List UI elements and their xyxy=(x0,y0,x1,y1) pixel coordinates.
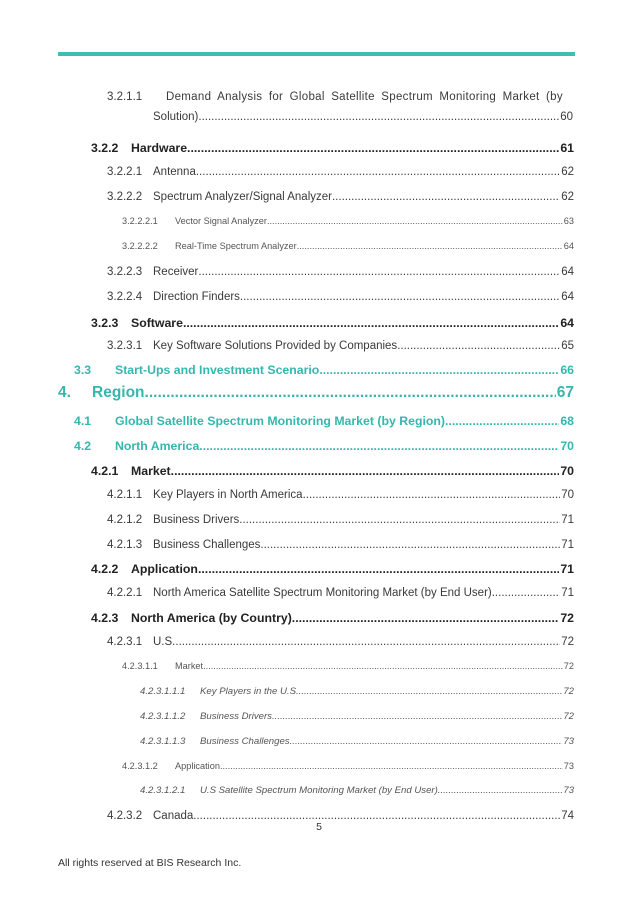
toc-entry[interactable] xyxy=(91,611,574,625)
toc-entry[interactable] xyxy=(107,636,574,648)
toc-page-number: 71 xyxy=(561,587,574,599)
toc-entry[interactable] xyxy=(58,384,574,402)
toc-entry-title: Business Drivers xyxy=(153,514,240,526)
toc-page-number: 72 xyxy=(563,711,574,722)
toc-entry-number: 3.2.2 xyxy=(91,141,119,155)
toc-entry[interactable] xyxy=(107,489,574,501)
toc-page-number: 73 xyxy=(563,736,574,747)
toc-entry-title: Market xyxy=(131,464,171,478)
toc-page-number: 60 xyxy=(560,111,573,123)
toc-page-number: 71 xyxy=(561,514,574,526)
toc-leader-dots xyxy=(240,291,560,303)
toc-entry-number: 3.2.2.2.1 xyxy=(122,216,158,226)
toc-page-number: 64 xyxy=(563,241,574,251)
toc-entry-title: Business Drivers xyxy=(200,711,272,722)
toc-entry[interactable] xyxy=(91,316,574,330)
toc-page-number: 64 xyxy=(561,291,574,303)
toc-entry-number: 4.2.3 xyxy=(91,611,119,625)
toc-entry-title: Business Challenges xyxy=(153,539,261,551)
toc-entry-number: 3.2.2.1 xyxy=(107,166,143,178)
toc-page-number: 73 xyxy=(563,761,574,771)
toc-entry-number: 4.2.1 xyxy=(91,464,119,478)
toc-page-number: 65 xyxy=(561,340,574,352)
toc-page-number: 70 xyxy=(560,464,574,478)
toc-entry[interactable] xyxy=(122,761,574,771)
toc-entry-title: Global Satellite Spectrum Monitoring Market (by Region) xyxy=(115,414,445,428)
toc-entry-number: 4.2.3.1.2 xyxy=(122,761,158,771)
toc-entry-title: U.S. xyxy=(153,636,176,648)
toc-entry-number: 4.2.3.1 xyxy=(107,636,143,648)
toc-leader-dots xyxy=(260,539,560,551)
toc-entry-title: Vector Signal Analyzer xyxy=(175,216,267,226)
toc-leader-dots xyxy=(183,316,559,330)
toc-page-number: 61 xyxy=(560,141,574,155)
toc-leader-dots xyxy=(397,340,560,352)
toc-page-number: 72 xyxy=(561,636,574,648)
toc-leader-dots xyxy=(220,761,563,771)
toc-leader-dots xyxy=(239,514,560,526)
toc-leader-dots xyxy=(492,587,560,599)
toc-page-number: 62 xyxy=(561,191,574,203)
toc-entry[interactable] xyxy=(107,514,574,526)
toc-entry-title: U.S Satellite Spectrum Monitoring Market (by End User) xyxy=(200,785,438,796)
toc-page-number: 64 xyxy=(561,266,574,278)
toc-entry-title: Hardware xyxy=(131,141,188,155)
toc-entry[interactable] xyxy=(140,711,574,722)
header-accent-bar xyxy=(58,52,575,56)
toc-leader-dots xyxy=(198,266,560,278)
toc-page-number: 70 xyxy=(560,439,574,453)
toc-entry[interactable] xyxy=(91,464,574,478)
toc-entry-title: Spectrum Analyzer/Signal Analyzer xyxy=(153,191,332,203)
toc-leader-dots xyxy=(198,111,559,123)
toc-entry-3-2-1-1[interactable] xyxy=(107,91,573,123)
toc-entry-number: 3.2.2.2 xyxy=(107,191,143,203)
toc-entry-number: 3.2.1.1 xyxy=(107,91,143,103)
toc-entry[interactable] xyxy=(107,291,574,303)
toc-entry-title: Demand Analysis for Global Satellite Spectrum Monitoring Market (by xyxy=(166,91,563,103)
toc-leader-dots xyxy=(303,489,561,501)
toc-leader-dots xyxy=(297,241,563,251)
toc-page-number: 71 xyxy=(561,539,574,551)
toc-leader-dots xyxy=(175,636,560,648)
toc-leader-dots xyxy=(187,141,559,155)
toc-leader-dots xyxy=(203,661,563,671)
toc-entry-title: Business Challenges xyxy=(200,736,290,747)
toc-entry[interactable] xyxy=(107,340,574,352)
toc-entry-number: 4.2.1.3 xyxy=(107,539,143,551)
toc-entry-title-continued: Solution) xyxy=(153,111,199,123)
toc-entry-title: North America Satellite Spectrum Monitoring Market (by End User) xyxy=(153,587,492,599)
toc-entry[interactable] xyxy=(107,587,574,599)
toc-entry-number: 3.2.2.3 xyxy=(107,266,143,278)
toc-entry-title: Application xyxy=(175,761,220,771)
toc-leader-dots xyxy=(267,216,563,226)
toc-entry-number: 4.2.3.2 xyxy=(107,810,143,822)
toc-entry-number: 4.2.2 xyxy=(91,562,119,576)
toc-entry-title: North America (by Country) xyxy=(131,611,292,625)
toc-entry-title: Key Players in North America xyxy=(153,489,303,501)
toc-entry-number: 4.1 xyxy=(74,414,92,428)
toc-page-number: 72 xyxy=(560,611,574,625)
toc-entry[interactable] xyxy=(140,736,574,747)
toc-page-number: 67 xyxy=(556,384,574,401)
toc-entry-number: 3.2.3.1 xyxy=(107,340,143,352)
toc-leader-dots xyxy=(145,384,556,402)
toc-entry-number: 4.2.3.1.1.2 xyxy=(140,711,186,722)
footer-copyright: All rights reserved at BIS Research Inc. xyxy=(58,857,242,869)
toc-entry-title: Key Players in the U.S. xyxy=(200,686,299,697)
toc-page-number: 68 xyxy=(560,414,574,428)
toc-leader-dots xyxy=(290,736,563,747)
toc-leader-dots xyxy=(199,439,559,453)
toc-entry-title: Application xyxy=(131,562,198,576)
toc-entry[interactable] xyxy=(107,191,574,203)
toc-entry-number: 4.2.1.2 xyxy=(107,514,143,526)
toc-entry-title: Software xyxy=(131,316,183,330)
toc-leader-dots xyxy=(445,414,559,428)
toc-entry-title: Region xyxy=(92,384,145,401)
toc-leader-dots xyxy=(332,191,560,203)
toc-entry-title: Real-Time Spectrum Analyzer xyxy=(175,241,297,251)
toc-entry-number: 3.2.3 xyxy=(91,316,119,330)
toc-entry-number: 4.2.3.1.1 xyxy=(122,661,158,671)
toc-entry[interactable] xyxy=(107,539,574,551)
toc-entry-title: North America xyxy=(115,439,200,453)
toc-page-number: 62 xyxy=(561,166,574,178)
toc-entry-number: 4.2 xyxy=(74,439,92,453)
toc-entry[interactable] xyxy=(122,241,574,251)
toc-leader-dots xyxy=(292,611,560,625)
toc-entry-title: Key Software Solutions Provided by Companies xyxy=(153,340,398,352)
toc-entry[interactable] xyxy=(122,661,574,671)
toc-page-number: 72 xyxy=(563,661,574,671)
toc-entry[interactable] xyxy=(74,439,574,453)
toc-entry-number: 3.2.2.4 xyxy=(107,291,143,303)
toc-leader-dots xyxy=(319,363,559,377)
toc-page-number: 66 xyxy=(560,363,574,377)
toc-leader-dots xyxy=(171,464,560,478)
toc-page-number: 71 xyxy=(560,562,574,576)
toc-entry-number: 4. xyxy=(58,384,71,401)
toc-entry[interactable] xyxy=(107,166,574,178)
toc-page-number: 72 xyxy=(563,686,574,697)
toc-leader-dots xyxy=(299,686,563,697)
toc-entry[interactable] xyxy=(140,686,574,697)
toc-entry[interactable] xyxy=(107,266,574,278)
toc-entry[interactable] xyxy=(91,141,574,155)
toc-entry[interactable] xyxy=(91,562,574,576)
toc-page-number: 73 xyxy=(563,785,574,796)
toc-entry-title: Receiver xyxy=(153,266,199,278)
toc-entry[interactable] xyxy=(122,216,574,226)
toc-leader-dots xyxy=(198,562,559,576)
toc-page-number: 74 xyxy=(561,810,574,822)
page-number: 5 xyxy=(316,821,322,833)
toc-page-number: 64 xyxy=(560,316,574,330)
toc-entry[interactable] xyxy=(74,414,574,428)
toc-entry-number: 4.2.1.1 xyxy=(107,489,143,501)
toc-entry-title: Direction Finders xyxy=(153,291,240,303)
toc-entry-title: Market xyxy=(175,661,204,671)
toc-entry-title: Antenna xyxy=(153,166,196,178)
toc-leader-dots xyxy=(438,785,563,796)
toc-leader-dots xyxy=(272,711,562,722)
toc-entry-title: Start-Ups and Investment Scenario xyxy=(115,363,320,377)
toc-entry-number: 4.2.3.1.1.3 xyxy=(140,736,186,747)
toc-leader-dots xyxy=(196,166,560,178)
toc-entry[interactable] xyxy=(74,363,574,377)
toc-entry[interactable] xyxy=(140,785,574,796)
toc-entry-number: 4.2.3.1.2.1 xyxy=(140,785,186,796)
toc-entry-title: Canada xyxy=(153,810,194,822)
toc-entry-number: 3.2.2.2.2 xyxy=(122,241,158,251)
toc-page-number: 63 xyxy=(563,216,574,226)
toc-page-number: 70 xyxy=(561,489,574,501)
toc-entry-number: 4.2.2.1 xyxy=(107,587,143,599)
toc-entry-number: 3.3 xyxy=(74,363,92,377)
toc-entry-number: 4.2.3.1.1.1 xyxy=(140,686,186,697)
